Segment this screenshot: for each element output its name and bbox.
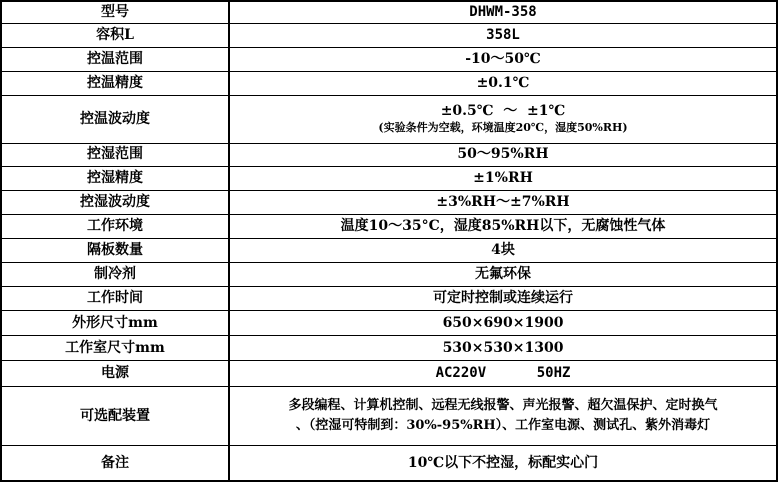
table-row [1, 215, 777, 239]
row-value [229, 95, 777, 143]
table-row [1, 24, 777, 48]
table-row [1, 311, 777, 336]
row-label: 可选配装置 [1, 387, 229, 446]
table-row [1, 286, 777, 311]
table-row [1, 1, 777, 24]
row-label: 外形尺寸mm [1, 311, 229, 336]
row-value: ±1%RH [229, 167, 777, 191]
table-row [1, 238, 777, 262]
row-label: 备注 [1, 446, 229, 481]
table-row [1, 361, 777, 387]
row-value: 50～95%RH [229, 143, 777, 167]
row-value: AC220V 50HZ [229, 361, 777, 387]
row-label: 控温精度 [1, 71, 229, 95]
row-label: 控湿波动度 [1, 191, 229, 215]
row-label: 电源 [1, 361, 229, 387]
row-label: 隔板数量 [1, 238, 229, 262]
row-label: 控温波动度 [1, 95, 229, 143]
row-value: DHWM-358 [229, 1, 777, 24]
row-label: 控温范围 [1, 48, 229, 72]
row-value: 温度10～35°C，湿度85%RH以下，无腐蚀性气体 [229, 215, 777, 239]
row-value-note: (实验条件为空载，环境温度20℃，湿度50%RH) [378, 121, 628, 135]
row-label: 型号 [1, 1, 229, 24]
row-value-line2: 、（控湿可特制到：30%-95%RH）、工作室电源、测试孔、紫外消毒灯 [295, 418, 711, 434]
row-label: 工作环境 [1, 215, 229, 239]
row-value-main: ±0.5℃ ～ ±1℃ [440, 103, 566, 120]
row-label: 容积L [1, 24, 229, 48]
table-row [1, 48, 777, 72]
row-value: ±0.1℃ [229, 71, 777, 95]
table-row [1, 387, 777, 446]
row-label: 工作时间 [1, 286, 229, 311]
row-value: 358L [229, 24, 777, 48]
row-value: ±3%RH～±7%RH [229, 191, 777, 215]
table-row [1, 71, 777, 95]
row-label: 控湿精度 [1, 167, 229, 191]
table-row [1, 262, 777, 286]
table-row [1, 446, 777, 481]
row-value: -10～50℃ [229, 48, 777, 72]
row-label: 控湿范围 [1, 143, 229, 167]
row-value: 无氟环保 [229, 262, 777, 286]
row-value [229, 387, 777, 446]
table-row [1, 336, 777, 361]
table-row [1, 143, 777, 167]
table-row [1, 95, 777, 143]
row-value-line1: 多段编程、计算机控制、远程无线报警、声光报警、超欠温保护、定时换气 [288, 398, 718, 414]
table-row [1, 191, 777, 215]
row-value: 530×530×1300 [229, 336, 777, 361]
table-row [1, 167, 777, 191]
row-label: 工作室尺寸mm [1, 336, 229, 361]
row-value: 4块 [229, 238, 777, 262]
row-value: 10℃以下不控湿，标配实心门 [229, 446, 777, 481]
row-value: 650×690×1900 [229, 311, 777, 336]
row-label: 制冷剂 [1, 262, 229, 286]
row-value: 可定时控制或连续运行 [229, 286, 777, 311]
